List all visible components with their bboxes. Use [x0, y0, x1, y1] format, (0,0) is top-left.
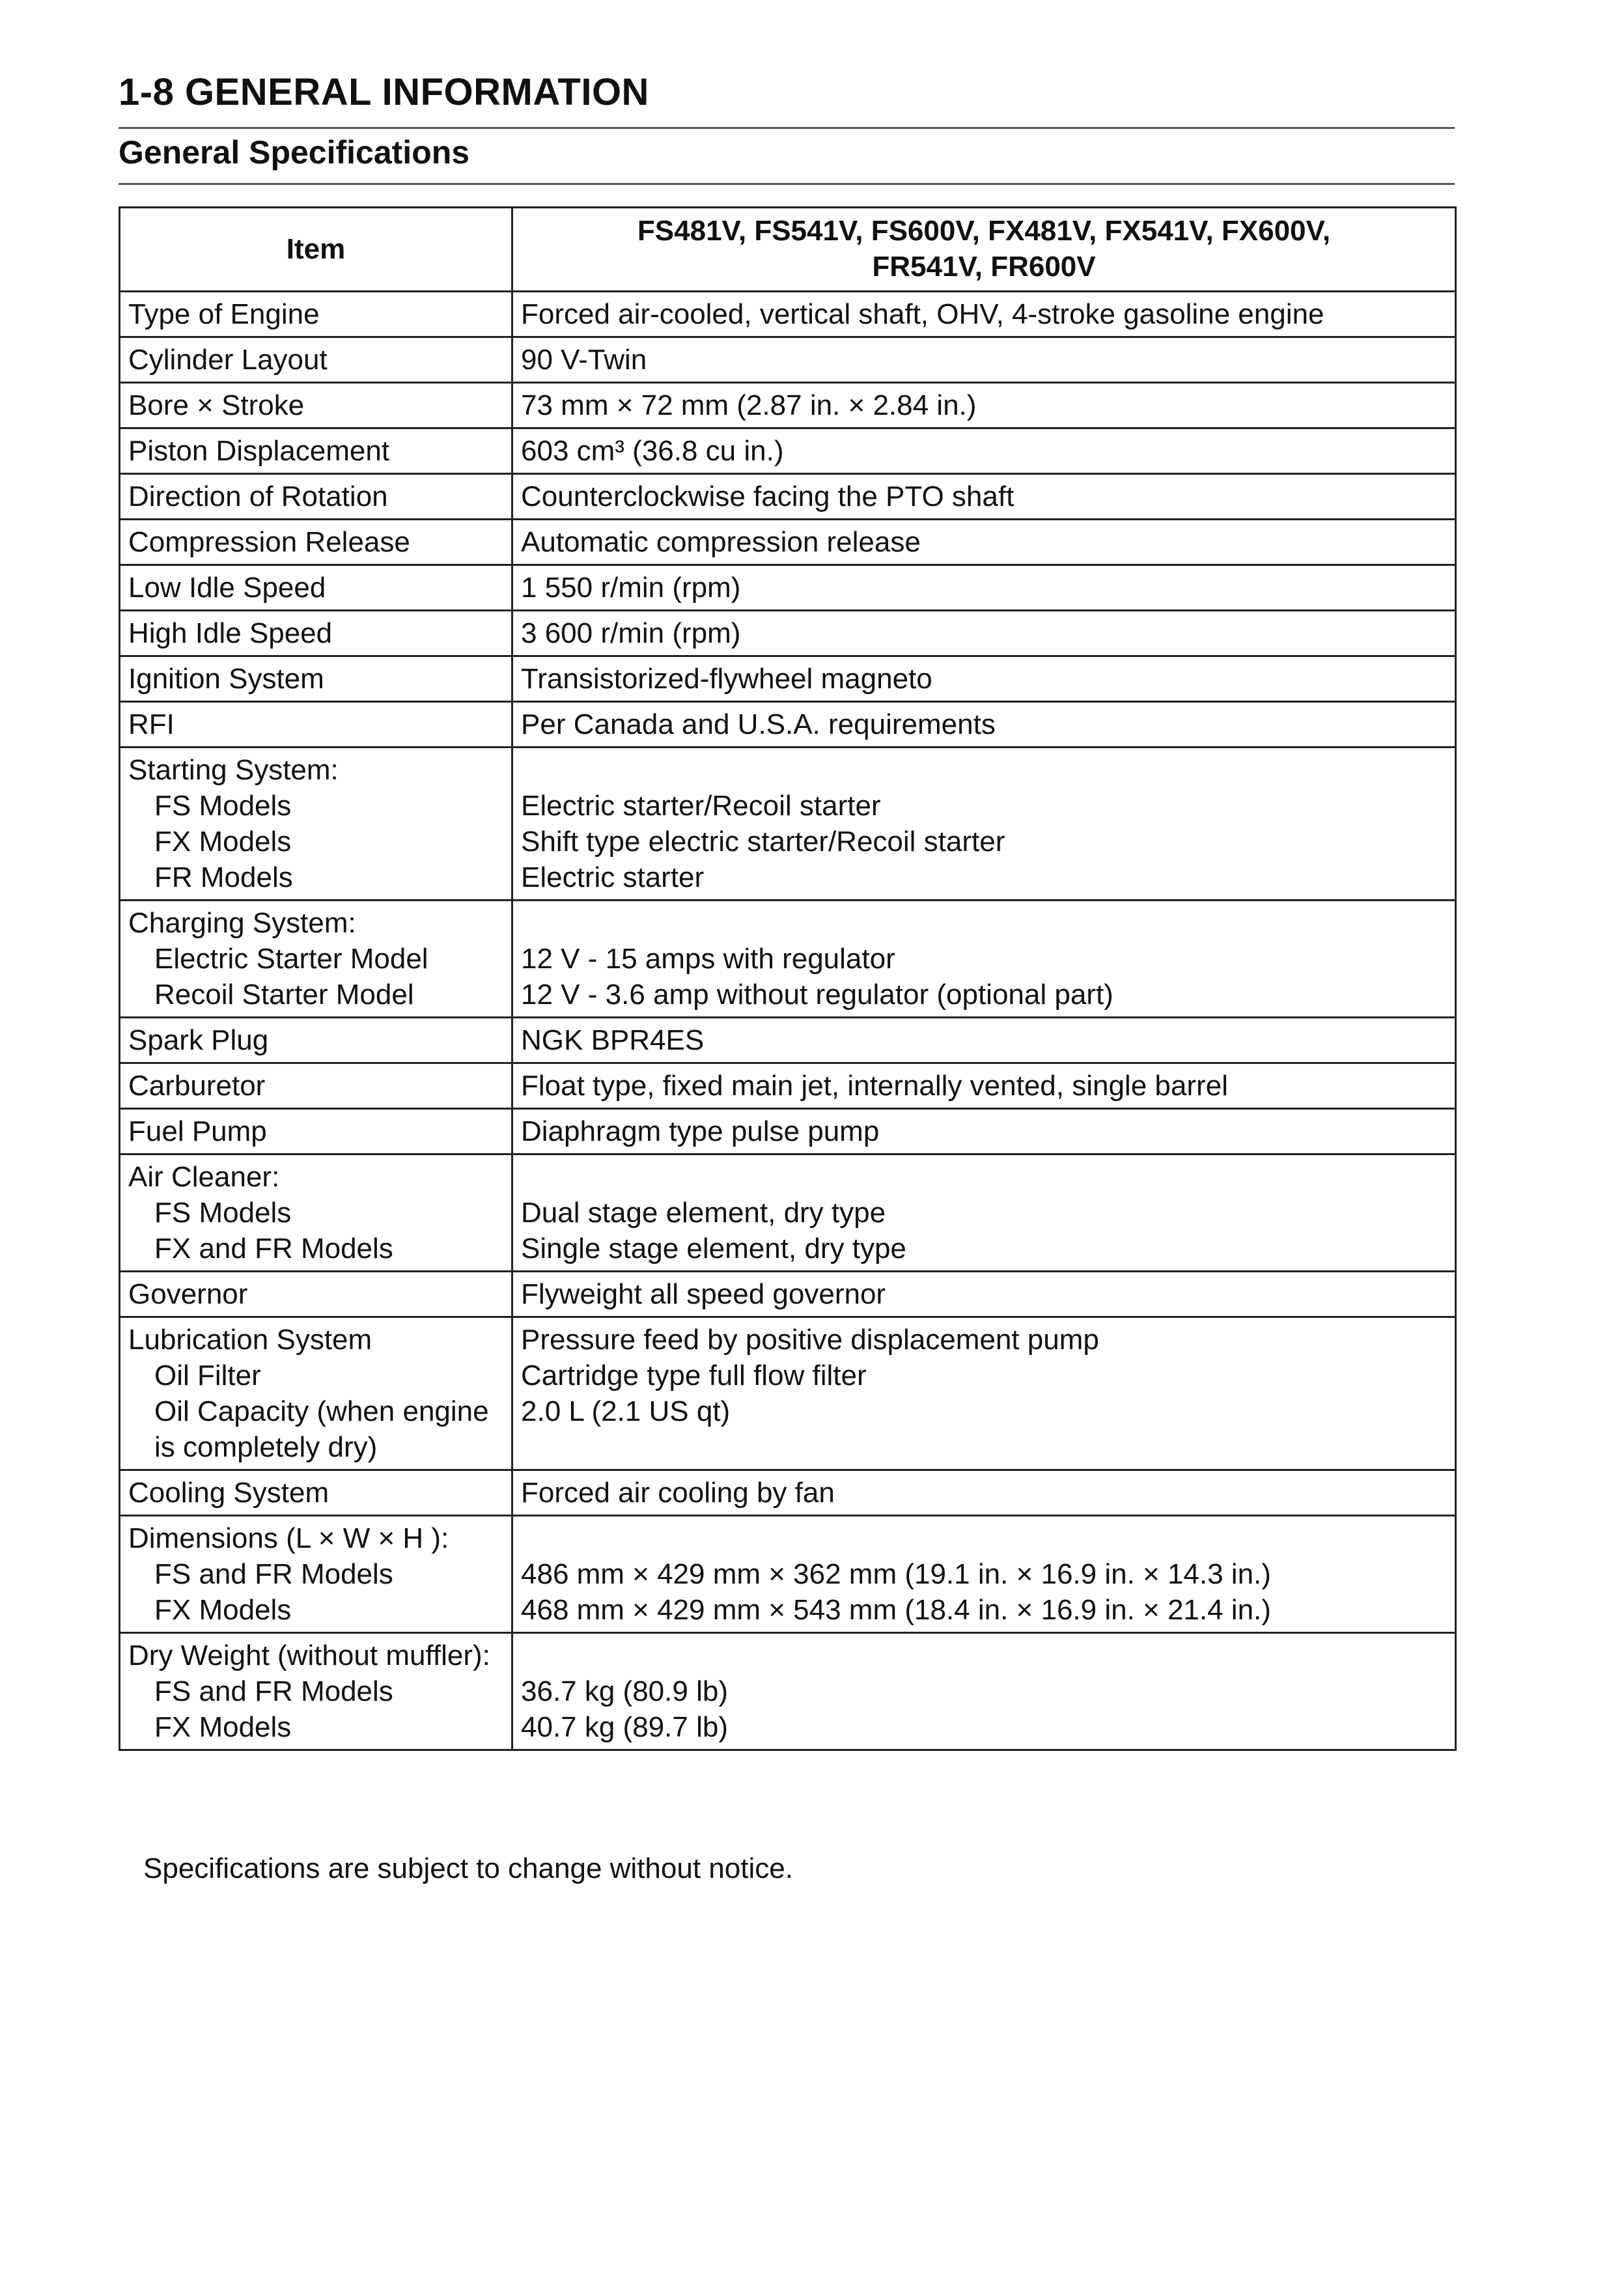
value-cell: Forced air-cooled, vertical shaft, OHV, 4-stroke gasoline engine: [512, 292, 1456, 337]
item-cell: [120, 1154, 512, 1272]
item-cell: Cooling System: [120, 1470, 512, 1516]
item-cell: Compression Release: [120, 520, 512, 565]
item-cell: Governor: [120, 1272, 512, 1317]
sub-item: FX and FR Models: [154, 1233, 393, 1265]
sub-value: Electric starter: [521, 861, 705, 893]
value-cell: 1 550 r/min (rpm): [512, 565, 1456, 611]
value-cell: Counterclockwise facing the PTO shaft: [512, 474, 1456, 520]
value-cell: [512, 1154, 1456, 1272]
item-cell: Spark Plug: [120, 1018, 512, 1063]
value-cell: 3 600 r/min (rpm): [512, 611, 1456, 656]
table-row: [120, 611, 1456, 656]
group-label: Charging System:: [128, 907, 356, 939]
table-row: [120, 428, 1456, 474]
sub-item: FS and FR Models: [154, 1675, 393, 1707]
item-cell: Type of Engine: [120, 292, 512, 337]
sub-value: 12 V - 15 amps with regulator: [521, 943, 895, 975]
sub-value: 2.0 L (2.1 US qt): [521, 1395, 731, 1427]
value-cell: 603 cm³ (36.8 cu in.): [512, 428, 1456, 474]
table-row-charging-system: [120, 901, 1456, 1018]
sub-item: Oil Capacity (when engine: [154, 1395, 489, 1427]
value-cell: [512, 1317, 1456, 1470]
table-row: [120, 702, 1456, 748]
sub-value: 468 mm × 429 mm × 543 mm (18.4 in. × 16.9 in. × 21.4 in.): [521, 1594, 1271, 1626]
value-cell: 90 V-Twin: [512, 337, 1456, 383]
value-cell: Per Canada and U.S.A. requirements: [512, 702, 1456, 748]
table-row: [120, 383, 1456, 428]
sub-item: FS and FR Models: [154, 1558, 393, 1590]
table-row-lubrication-system: [120, 1317, 1456, 1470]
item-cell: [120, 901, 512, 1018]
table-row-dry-weight: [120, 1633, 1456, 1750]
table-row: [120, 1063, 1456, 1109]
item-cell: Carburetor: [120, 1063, 512, 1109]
item-column-header: Item: [120, 208, 512, 292]
chapter-title: 1-8 GENERAL INFORMATION: [119, 71, 649, 113]
models-header-line-2: FR541V, FR600V: [872, 251, 1096, 283]
table-row: [120, 1470, 1456, 1516]
item-cell: Piston Displacement: [120, 428, 512, 474]
value-cell: Transistorized-flywheel magneto: [512, 656, 1456, 702]
item-cell: Direction of Rotation: [120, 474, 512, 520]
models-column-header: [512, 208, 1456, 292]
table-row: [120, 565, 1456, 611]
sub-value: Dual stage element, dry type: [521, 1197, 886, 1229]
item-cell: Bore × Stroke: [120, 383, 512, 428]
table-row-air-cleaner: [120, 1154, 1456, 1272]
value-cell: NGK BPR4ES: [512, 1018, 1456, 1063]
section-title: General Specifications: [119, 134, 470, 171]
sub-value: Pressure feed by positive displacement pump: [521, 1324, 1099, 1356]
sub-value: 486 mm × 429 mm × 362 mm (19.1 in. × 16.9 in. × 14.3 in.): [521, 1558, 1271, 1590]
item-cell: [120, 748, 512, 901]
sub-item-continued: is completely dry): [154, 1431, 378, 1463]
table-row: [120, 520, 1456, 565]
item-cell: [120, 1516, 512, 1633]
value-cell: [512, 748, 1456, 901]
value-cell: [512, 1633, 1456, 1750]
sub-value: 40.7 kg (89.7 lb): [521, 1711, 728, 1743]
sub-value: Shift type electric starter/Recoil starter: [521, 826, 1005, 858]
sub-item: FS Models: [154, 790, 292, 822]
value-cell: Automatic compression release: [512, 520, 1456, 565]
table-row: [120, 1018, 1456, 1063]
item-cell: RFI: [120, 702, 512, 748]
value-cell: Forced air cooling by fan: [512, 1470, 1456, 1516]
value-cell: Float type, fixed main jet, internally vented, single barrel: [512, 1063, 1456, 1109]
item-cell: High Idle Speed: [120, 611, 512, 656]
footnote: Specifications are subject to change without notice.: [143, 1852, 793, 1884]
sub-item: Electric Starter Model: [154, 943, 428, 975]
section-rule: [119, 183, 1455, 185]
value-cell: Diaphragm type pulse pump: [512, 1109, 1456, 1154]
value-cell: Flyweight all speed governor: [512, 1272, 1456, 1317]
title-rule: [119, 127, 1455, 129]
table-row: [120, 656, 1456, 702]
table-header-row: [120, 208, 1456, 292]
sub-value: Single stage element, dry type: [521, 1233, 906, 1265]
sub-item: FX Models: [154, 826, 292, 858]
group-label: Dimensions (L × W × H ):: [128, 1522, 449, 1554]
item-cell: Low Idle Speed: [120, 565, 512, 611]
table-row: [120, 1272, 1456, 1317]
item-cell: [120, 1633, 512, 1750]
sub-item: FX Models: [154, 1711, 292, 1743]
table-row: [120, 474, 1456, 520]
sub-item: Recoil Starter Model: [154, 979, 414, 1011]
group-label: Starting System:: [128, 754, 339, 786]
item-cell: Ignition System: [120, 656, 512, 702]
item-cell: [120, 1317, 512, 1470]
specifications-table: [119, 206, 1457, 1751]
table-row-starting-system: [120, 748, 1456, 901]
sub-value: 36.7 kg (80.9 lb): [521, 1675, 728, 1707]
value-cell: [512, 1516, 1456, 1633]
item-cell: Fuel Pump: [120, 1109, 512, 1154]
table-row: [120, 292, 1456, 337]
value-cell: [512, 901, 1456, 1018]
sub-value: Cartridge type full flow filter: [521, 1360, 867, 1391]
table-row: [120, 337, 1456, 383]
sub-value: Electric starter/Recoil starter: [521, 790, 881, 822]
item-cell: Cylinder Layout: [120, 337, 512, 383]
value-cell: 73 mm × 72 mm (2.87 in. × 2.84 in.): [512, 383, 1456, 428]
group-label: Air Cleaner:: [128, 1161, 280, 1193]
sub-item: FS Models: [154, 1197, 292, 1229]
group-label: Dry Weight (without muffler):: [128, 1640, 490, 1671]
sub-item: FR Models: [154, 861, 293, 893]
group-label: Lubrication System: [128, 1324, 372, 1356]
table-row-dimensions: [120, 1516, 1456, 1633]
sub-item: FX Models: [154, 1594, 292, 1626]
table-row: [120, 1109, 1456, 1154]
models-header-line-1: FS481V, FS541V, FS600V, FX481V, FX541V, FX600V,: [637, 215, 1331, 247]
sub-value: 12 V - 3.6 amp without regulator (optional part): [521, 979, 1113, 1011]
sub-item: Oil Filter: [154, 1360, 261, 1391]
